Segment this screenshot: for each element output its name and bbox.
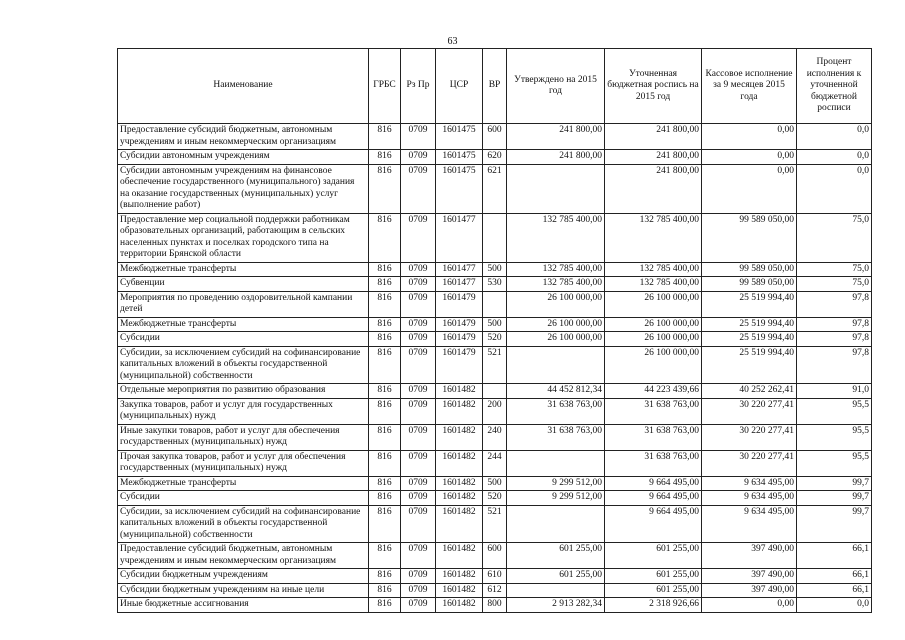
cell-rz-pr: 0709 xyxy=(401,543,436,569)
cell-name: Межбюджетные трансферты xyxy=(118,262,369,277)
cell-grbs: 816 xyxy=(369,398,401,424)
cell-cash: 25 519 994,40 xyxy=(702,332,797,347)
cell-percent: 99,7 xyxy=(797,476,872,491)
cell-vr: 500 xyxy=(483,476,507,491)
table-row xyxy=(118,450,872,476)
cell-cash: 25 519 994,40 xyxy=(702,317,797,332)
cell-rz-pr: 0709 xyxy=(401,569,436,584)
cell-rz-pr: 0709 xyxy=(401,476,436,491)
cell-cash: 0,00 xyxy=(702,124,797,150)
cell-name: Межбюджетные трансферты xyxy=(118,317,369,332)
cell-grbs: 816 xyxy=(369,583,401,598)
cell-refined: 9 664 495,00 xyxy=(605,491,702,506)
cell-csr: 1601475 xyxy=(436,164,483,213)
header-vr: ВР xyxy=(483,49,507,124)
cell-rz-pr: 0709 xyxy=(401,262,436,277)
cell-name: Субсидии бюджетным учреждениям на иные цели xyxy=(118,583,369,598)
cell-csr: 1601479 xyxy=(436,317,483,332)
cell-name: Субсидии xyxy=(118,332,369,347)
cell-approved: 26 100 000,00 xyxy=(507,317,605,332)
cell-cash: 40 252 262,41 xyxy=(702,384,797,399)
table-row xyxy=(118,398,872,424)
cell-csr: 1601479 xyxy=(436,291,483,317)
cell-grbs: 816 xyxy=(369,569,401,584)
cell-vr: 620 xyxy=(483,150,507,165)
cell-refined: 26 100 000,00 xyxy=(605,291,702,317)
cell-refined: 31 638 763,00 xyxy=(605,450,702,476)
cell-percent: 97,8 xyxy=(797,332,872,347)
cell-vr xyxy=(483,213,507,262)
header-refined: Уточненная бюджетная роспись на 2015 год xyxy=(605,49,702,124)
cell-vr xyxy=(483,291,507,317)
cell-rz-pr: 0709 xyxy=(401,424,436,450)
cell-rz-pr: 0709 xyxy=(401,213,436,262)
cell-refined: 26 100 000,00 xyxy=(605,346,702,384)
cell-csr: 1601482 xyxy=(436,598,483,613)
header-cash: Кассовое исполнение за 9 месяцев 2015 года xyxy=(702,49,797,124)
cell-cash: 0,00 xyxy=(702,150,797,165)
cell-name: Предоставление мер социальной поддержки работникам образовательных организаций, работающим в сельских населенных пунктах и поселках городского типа на территории Брянской области xyxy=(118,213,369,262)
cell-csr: 1601479 xyxy=(436,346,483,384)
table-row xyxy=(118,124,872,150)
cell-grbs: 816 xyxy=(369,491,401,506)
table-row xyxy=(118,491,872,506)
table-row xyxy=(118,476,872,491)
cell-name: Иные бюджетные ассигнования xyxy=(118,598,369,613)
cell-grbs: 816 xyxy=(369,262,401,277)
cell-grbs: 816 xyxy=(369,213,401,262)
cell-vr: 530 xyxy=(483,277,507,292)
cell-approved: 132 785 400,00 xyxy=(507,277,605,292)
cell-cash: 25 519 994,40 xyxy=(702,291,797,317)
cell-vr: 521 xyxy=(483,505,507,543)
cell-name: Закупка товаров, работ и услуг для государственных (муниципальных) нужд xyxy=(118,398,369,424)
cell-refined: 601 255,00 xyxy=(605,569,702,584)
cell-csr: 1601482 xyxy=(436,505,483,543)
cell-grbs: 816 xyxy=(369,164,401,213)
cell-percent: 99,7 xyxy=(797,505,872,543)
table-row xyxy=(118,150,872,165)
cell-vr: 500 xyxy=(483,317,507,332)
cell-name: Субсидии бюджетным учреждениям xyxy=(118,569,369,584)
cell-approved: 31 638 763,00 xyxy=(507,424,605,450)
cell-rz-pr: 0709 xyxy=(401,164,436,213)
cell-vr: 200 xyxy=(483,398,507,424)
cell-percent: 97,8 xyxy=(797,291,872,317)
cell-refined: 601 255,00 xyxy=(605,543,702,569)
cell-rz-pr: 0709 xyxy=(401,384,436,399)
table-row xyxy=(118,384,872,399)
cell-csr: 1601475 xyxy=(436,124,483,150)
cell-csr: 1601482 xyxy=(436,424,483,450)
cell-percent: 0,0 xyxy=(797,598,872,613)
cell-grbs: 816 xyxy=(369,317,401,332)
cell-vr: 240 xyxy=(483,424,507,450)
cell-vr: 521 xyxy=(483,346,507,384)
cell-approved: 9 299 512,00 xyxy=(507,476,605,491)
cell-csr: 1601479 xyxy=(436,332,483,347)
table-row xyxy=(118,291,872,317)
cell-vr: 610 xyxy=(483,569,507,584)
cell-cash: 397 490,00 xyxy=(702,569,797,584)
cell-approved: 26 100 000,00 xyxy=(507,291,605,317)
cell-grbs: 816 xyxy=(369,291,401,317)
header-grbs: ГРБС xyxy=(369,49,401,124)
page-number: 63 xyxy=(447,36,458,47)
cell-approved: 9 299 512,00 xyxy=(507,491,605,506)
cell-vr: 500 xyxy=(483,262,507,277)
cell-cash: 0,00 xyxy=(702,164,797,213)
cell-csr: 1601482 xyxy=(436,398,483,424)
table-row xyxy=(118,277,872,292)
cell-approved xyxy=(507,346,605,384)
cell-name: Межбюджетные трансферты xyxy=(118,476,369,491)
cell-refined: 241 800,00 xyxy=(605,124,702,150)
table-row xyxy=(118,317,872,332)
header-approved: Утверждено на 2015 год xyxy=(507,49,605,124)
cell-grbs: 816 xyxy=(369,450,401,476)
cell-approved: 241 800,00 xyxy=(507,124,605,150)
cell-percent: 97,8 xyxy=(797,317,872,332)
cell-rz-pr: 0709 xyxy=(401,332,436,347)
cell-cash: 30 220 277,41 xyxy=(702,450,797,476)
cell-name: Отдельные мероприятия по развитию образования xyxy=(118,384,369,399)
cell-approved: 601 255,00 xyxy=(507,543,605,569)
cell-cash: 99 589 050,00 xyxy=(702,277,797,292)
cell-cash: 0,00 xyxy=(702,598,797,613)
cell-name: Мероприятия по проведению оздоровительной кампании детей xyxy=(118,291,369,317)
header-percent: Процент исполнения к уточненной бюджетной росписи xyxy=(797,49,872,124)
cell-rz-pr: 0709 xyxy=(401,124,436,150)
cell-refined: 9 664 495,00 xyxy=(605,505,702,543)
cell-percent: 0,0 xyxy=(797,124,872,150)
cell-rz-pr: 0709 xyxy=(401,505,436,543)
cell-rz-pr: 0709 xyxy=(401,398,436,424)
cell-vr: 520 xyxy=(483,491,507,506)
cell-approved: 241 800,00 xyxy=(507,150,605,165)
table-header-row xyxy=(118,49,872,124)
cell-csr: 1601482 xyxy=(436,543,483,569)
table-row xyxy=(118,262,872,277)
cell-name: Прочая закупка товаров, работ и услуг для обеспечения государственных (муниципальных) нужд xyxy=(118,450,369,476)
cell-csr: 1601482 xyxy=(436,476,483,491)
cell-cash: 9 634 495,00 xyxy=(702,476,797,491)
cell-percent: 95,5 xyxy=(797,398,872,424)
cell-grbs: 816 xyxy=(369,384,401,399)
table-row xyxy=(118,164,872,213)
cell-csr: 1601482 xyxy=(436,583,483,598)
cell-csr: 1601475 xyxy=(436,150,483,165)
cell-percent: 75,0 xyxy=(797,277,872,292)
cell-vr: 520 xyxy=(483,332,507,347)
table-row xyxy=(118,332,872,347)
cell-cash: 30 220 277,41 xyxy=(702,398,797,424)
cell-refined: 26 100 000,00 xyxy=(605,332,702,347)
cell-csr: 1601482 xyxy=(436,384,483,399)
cell-grbs: 816 xyxy=(369,332,401,347)
cell-grbs: 816 xyxy=(369,476,401,491)
table-row xyxy=(118,424,872,450)
cell-vr: 800 xyxy=(483,598,507,613)
cell-approved: 601 255,00 xyxy=(507,569,605,584)
cell-grbs: 816 xyxy=(369,150,401,165)
cell-refined: 26 100 000,00 xyxy=(605,317,702,332)
table-row xyxy=(118,505,872,543)
cell-approved xyxy=(507,450,605,476)
cell-vr: 600 xyxy=(483,124,507,150)
table-row xyxy=(118,569,872,584)
cell-percent: 95,5 xyxy=(797,450,872,476)
cell-approved xyxy=(507,583,605,598)
cell-refined: 31 638 763,00 xyxy=(605,424,702,450)
cell-rz-pr: 0709 xyxy=(401,450,436,476)
cell-grbs: 816 xyxy=(369,543,401,569)
cell-name: Субсидии xyxy=(118,491,369,506)
cell-percent: 66,1 xyxy=(797,583,872,598)
cell-cash: 397 490,00 xyxy=(702,543,797,569)
cell-percent: 91,0 xyxy=(797,384,872,399)
budget-table xyxy=(117,48,872,613)
table-row xyxy=(118,598,872,613)
cell-cash: 99 589 050,00 xyxy=(702,213,797,262)
cell-csr: 1601477 xyxy=(436,262,483,277)
cell-csr: 1601477 xyxy=(436,213,483,262)
cell-percent: 75,0 xyxy=(797,262,872,277)
cell-approved: 132 785 400,00 xyxy=(507,262,605,277)
table-row xyxy=(118,213,872,262)
cell-rz-pr: 0709 xyxy=(401,277,436,292)
cell-approved xyxy=(507,164,605,213)
cell-refined: 132 785 400,00 xyxy=(605,262,702,277)
cell-cash: 30 220 277,41 xyxy=(702,424,797,450)
cell-vr: 244 xyxy=(483,450,507,476)
cell-refined: 601 255,00 xyxy=(605,583,702,598)
cell-approved: 132 785 400,00 xyxy=(507,213,605,262)
cell-percent: 0,0 xyxy=(797,164,872,213)
cell-refined: 132 785 400,00 xyxy=(605,213,702,262)
cell-rz-pr: 0709 xyxy=(401,583,436,598)
cell-vr xyxy=(483,384,507,399)
cell-vr: 621 xyxy=(483,164,507,213)
cell-name: Предоставление субсидий бюджетным, автономным учреждениям и иным некоммерческим организациям xyxy=(118,543,369,569)
cell-rz-pr: 0709 xyxy=(401,291,436,317)
cell-refined: 31 638 763,00 xyxy=(605,398,702,424)
cell-approved: 44 452 812,34 xyxy=(507,384,605,399)
cell-cash: 25 519 994,40 xyxy=(702,346,797,384)
cell-grbs: 816 xyxy=(369,124,401,150)
cell-approved: 2 913 282,34 xyxy=(507,598,605,613)
cell-percent: 99,7 xyxy=(797,491,872,506)
cell-cash: 397 490,00 xyxy=(702,583,797,598)
cell-name: Субсидии автономным учреждениям xyxy=(118,150,369,165)
cell-grbs: 816 xyxy=(369,598,401,613)
cell-refined: 132 785 400,00 xyxy=(605,277,702,292)
cell-cash: 99 589 050,00 xyxy=(702,262,797,277)
cell-refined: 2 318 926,66 xyxy=(605,598,702,613)
cell-grbs: 816 xyxy=(369,424,401,450)
cell-grbs: 816 xyxy=(369,505,401,543)
cell-percent: 97,8 xyxy=(797,346,872,384)
cell-percent: 0,0 xyxy=(797,150,872,165)
cell-name: Субсидии, за исключением субсидий на софинансирование капитальных вложений в объекты государственной (муниципальной) собственности xyxy=(118,505,369,543)
cell-percent: 66,1 xyxy=(797,569,872,584)
cell-approved: 31 638 763,00 xyxy=(507,398,605,424)
cell-vr: 612 xyxy=(483,583,507,598)
table-row xyxy=(118,583,872,598)
cell-grbs: 816 xyxy=(369,346,401,384)
cell-percent: 66,1 xyxy=(797,543,872,569)
cell-csr: 1601477 xyxy=(436,277,483,292)
cell-rz-pr: 0709 xyxy=(401,346,436,384)
header-rz-pr: Рз Пр xyxy=(401,49,436,124)
cell-percent: 75,0 xyxy=(797,213,872,262)
cell-vr: 600 xyxy=(483,543,507,569)
cell-csr: 1601482 xyxy=(436,450,483,476)
cell-rz-pr: 0709 xyxy=(401,150,436,165)
cell-refined: 9 664 495,00 xyxy=(605,476,702,491)
cell-percent: 95,5 xyxy=(797,424,872,450)
table-body xyxy=(118,124,872,613)
cell-rz-pr: 0709 xyxy=(401,317,436,332)
cell-grbs: 816 xyxy=(369,277,401,292)
header-name: Наименование xyxy=(118,49,369,124)
cell-approved: 26 100 000,00 xyxy=(507,332,605,347)
cell-csr: 1601482 xyxy=(436,569,483,584)
table-row xyxy=(118,543,872,569)
cell-csr: 1601482 xyxy=(436,491,483,506)
cell-rz-pr: 0709 xyxy=(401,598,436,613)
cell-name: Субсидии, за исключением субсидий на софинансирование капитальных вложений в объекты государственной (муниципальной) собственности xyxy=(118,346,369,384)
cell-refined: 44 223 439,66 xyxy=(605,384,702,399)
cell-refined: 241 800,00 xyxy=(605,150,702,165)
cell-cash: 9 634 495,00 xyxy=(702,505,797,543)
cell-cash: 9 634 495,00 xyxy=(702,491,797,506)
cell-approved xyxy=(507,505,605,543)
cell-name: Иные закупки товаров, работ и услуг для обеспечения государственных (муниципальных) нужд xyxy=(118,424,369,450)
cell-name: Субвенции xyxy=(118,277,369,292)
cell-name: Субсидии автономным учреждениям на финансовое обеспечение государственного (муниципального) задания на оказание государственных (муниципальных) услуг (выполнение работ) xyxy=(118,164,369,213)
cell-refined: 241 800,00 xyxy=(605,164,702,213)
cell-rz-pr: 0709 xyxy=(401,491,436,506)
header-csr: ЦСР xyxy=(436,49,483,124)
table-row xyxy=(118,346,872,384)
cell-name: Предоставление субсидий бюджетным, автономным учреждениям и иным некоммерческим организациям xyxy=(118,124,369,150)
